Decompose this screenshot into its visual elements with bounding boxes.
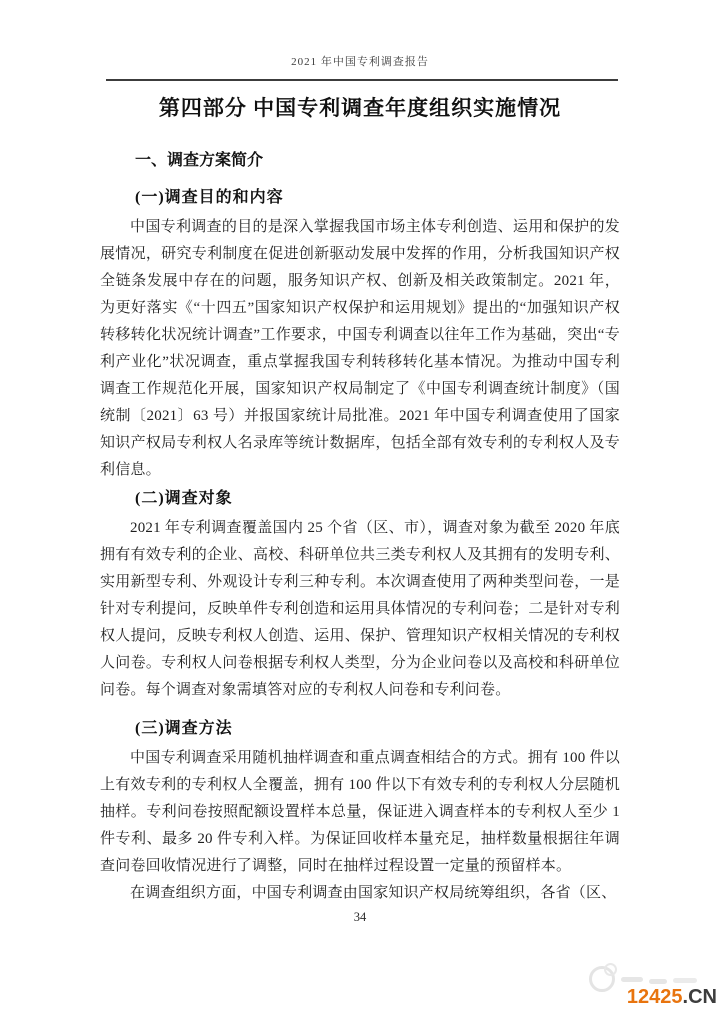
- body-paragraph-method: 中国专利调查采用随机抽样调查和重点调查相结合的方式。拥有 100 件以上有效专利的专利权人全覆盖，拥有 100 件以下有效专利的专利权人分层随机抽样。专利问卷按照配额设置样本总量，保证进入调查样本的专利权人至少 1 件专利、最多 20 件专利入样。为保证回收样本量充足，抽样数量根据往年调查问卷回收情况进行了调整，同时在抽样过程设置一定量的预留样本。: [100, 750, 620, 874]
- section-heading: 一、调查方案简介: [135, 152, 264, 169]
- subsection-heading-method: (三)调查方法: [135, 720, 233, 737]
- body-paragraph-purpose: 中国专利调查的目的是深入掌握我国市场主体专利创造、运用和保护的发展情况，研究专利制度在促进创新驱动发展中发挥的作用，分析我国知识产权全链条发展中存在的问题，服务知识产权、创新及相关政策制定。2021 年，为更好落实《“十四五”国家知识产权保护和运用规划》提出的“加强知识产权转移转化状况统计调查”工作要求，中国专利调查以往年工作为基础，突出“专利产业化”状况调查，重点掌握我国专利转移转化基本情况。为推动中国专利调查工作规范化开展，国家知识产权局制定了《中国专利调查统计制度》（国统制〔2021〕63 号）并报国家统计局批准。2021 年中国专利调查使用了国家知识产权局专利权人名录库等统计数据库，包括全部有效专利的专利权人及专利信息。: [100, 219, 620, 478]
- subsection-heading-purpose: (一)调查目的和内容: [135, 189, 284, 206]
- running-header: 2021 年中国专利调查报告: [291, 56, 429, 68]
- watermark-number: 12425: [626, 986, 683, 1008]
- header-rule: [106, 79, 618, 81]
- watermark-text: [627, 986, 717, 1009]
- ghost-stroke: [673, 978, 697, 983]
- subsection-heading-subjects: (二)调查对象: [135, 490, 233, 507]
- body-paragraph-organization: 在调查组织方面，中国专利调查由国家知识产权局统筹组织，各省（区、: [130, 885, 617, 901]
- body-paragraph-subjects: 2021 年专利调查覆盖国内 25 个省（区、市），调查对象为截至 2020 年底拥有有效专利的企业、高校、科研单位共三类专利权人及其拥有的发明专利、实用新型专利、外观设计专利三种专利。本次调查使用了两种类型问卷，一是针对专利提问，反映单件专利创造和运用具体情况的专利问卷；二是针对专利权人提问，反映专利权人创造、运用、保护、管理知识产权相关情况的专利权人问卷。专利权人问卷根据专利权人类型，分为企业问卷以及高校和科研单位问卷。每个调查对象需填答对应的专利权人问卷和专利问卷。: [100, 520, 620, 698]
- watermark: [587, 962, 719, 1010]
- ghost-stroke: [621, 977, 643, 982]
- part-title: 第四部分 中国专利调查年度组织实施情况: [158, 96, 562, 120]
- page-number: 34: [353, 910, 367, 924]
- watermark-suffix: .CN: [682, 986, 717, 1008]
- ghost-ear-icon: [604, 963, 617, 976]
- ghost-stroke: [649, 979, 667, 984]
